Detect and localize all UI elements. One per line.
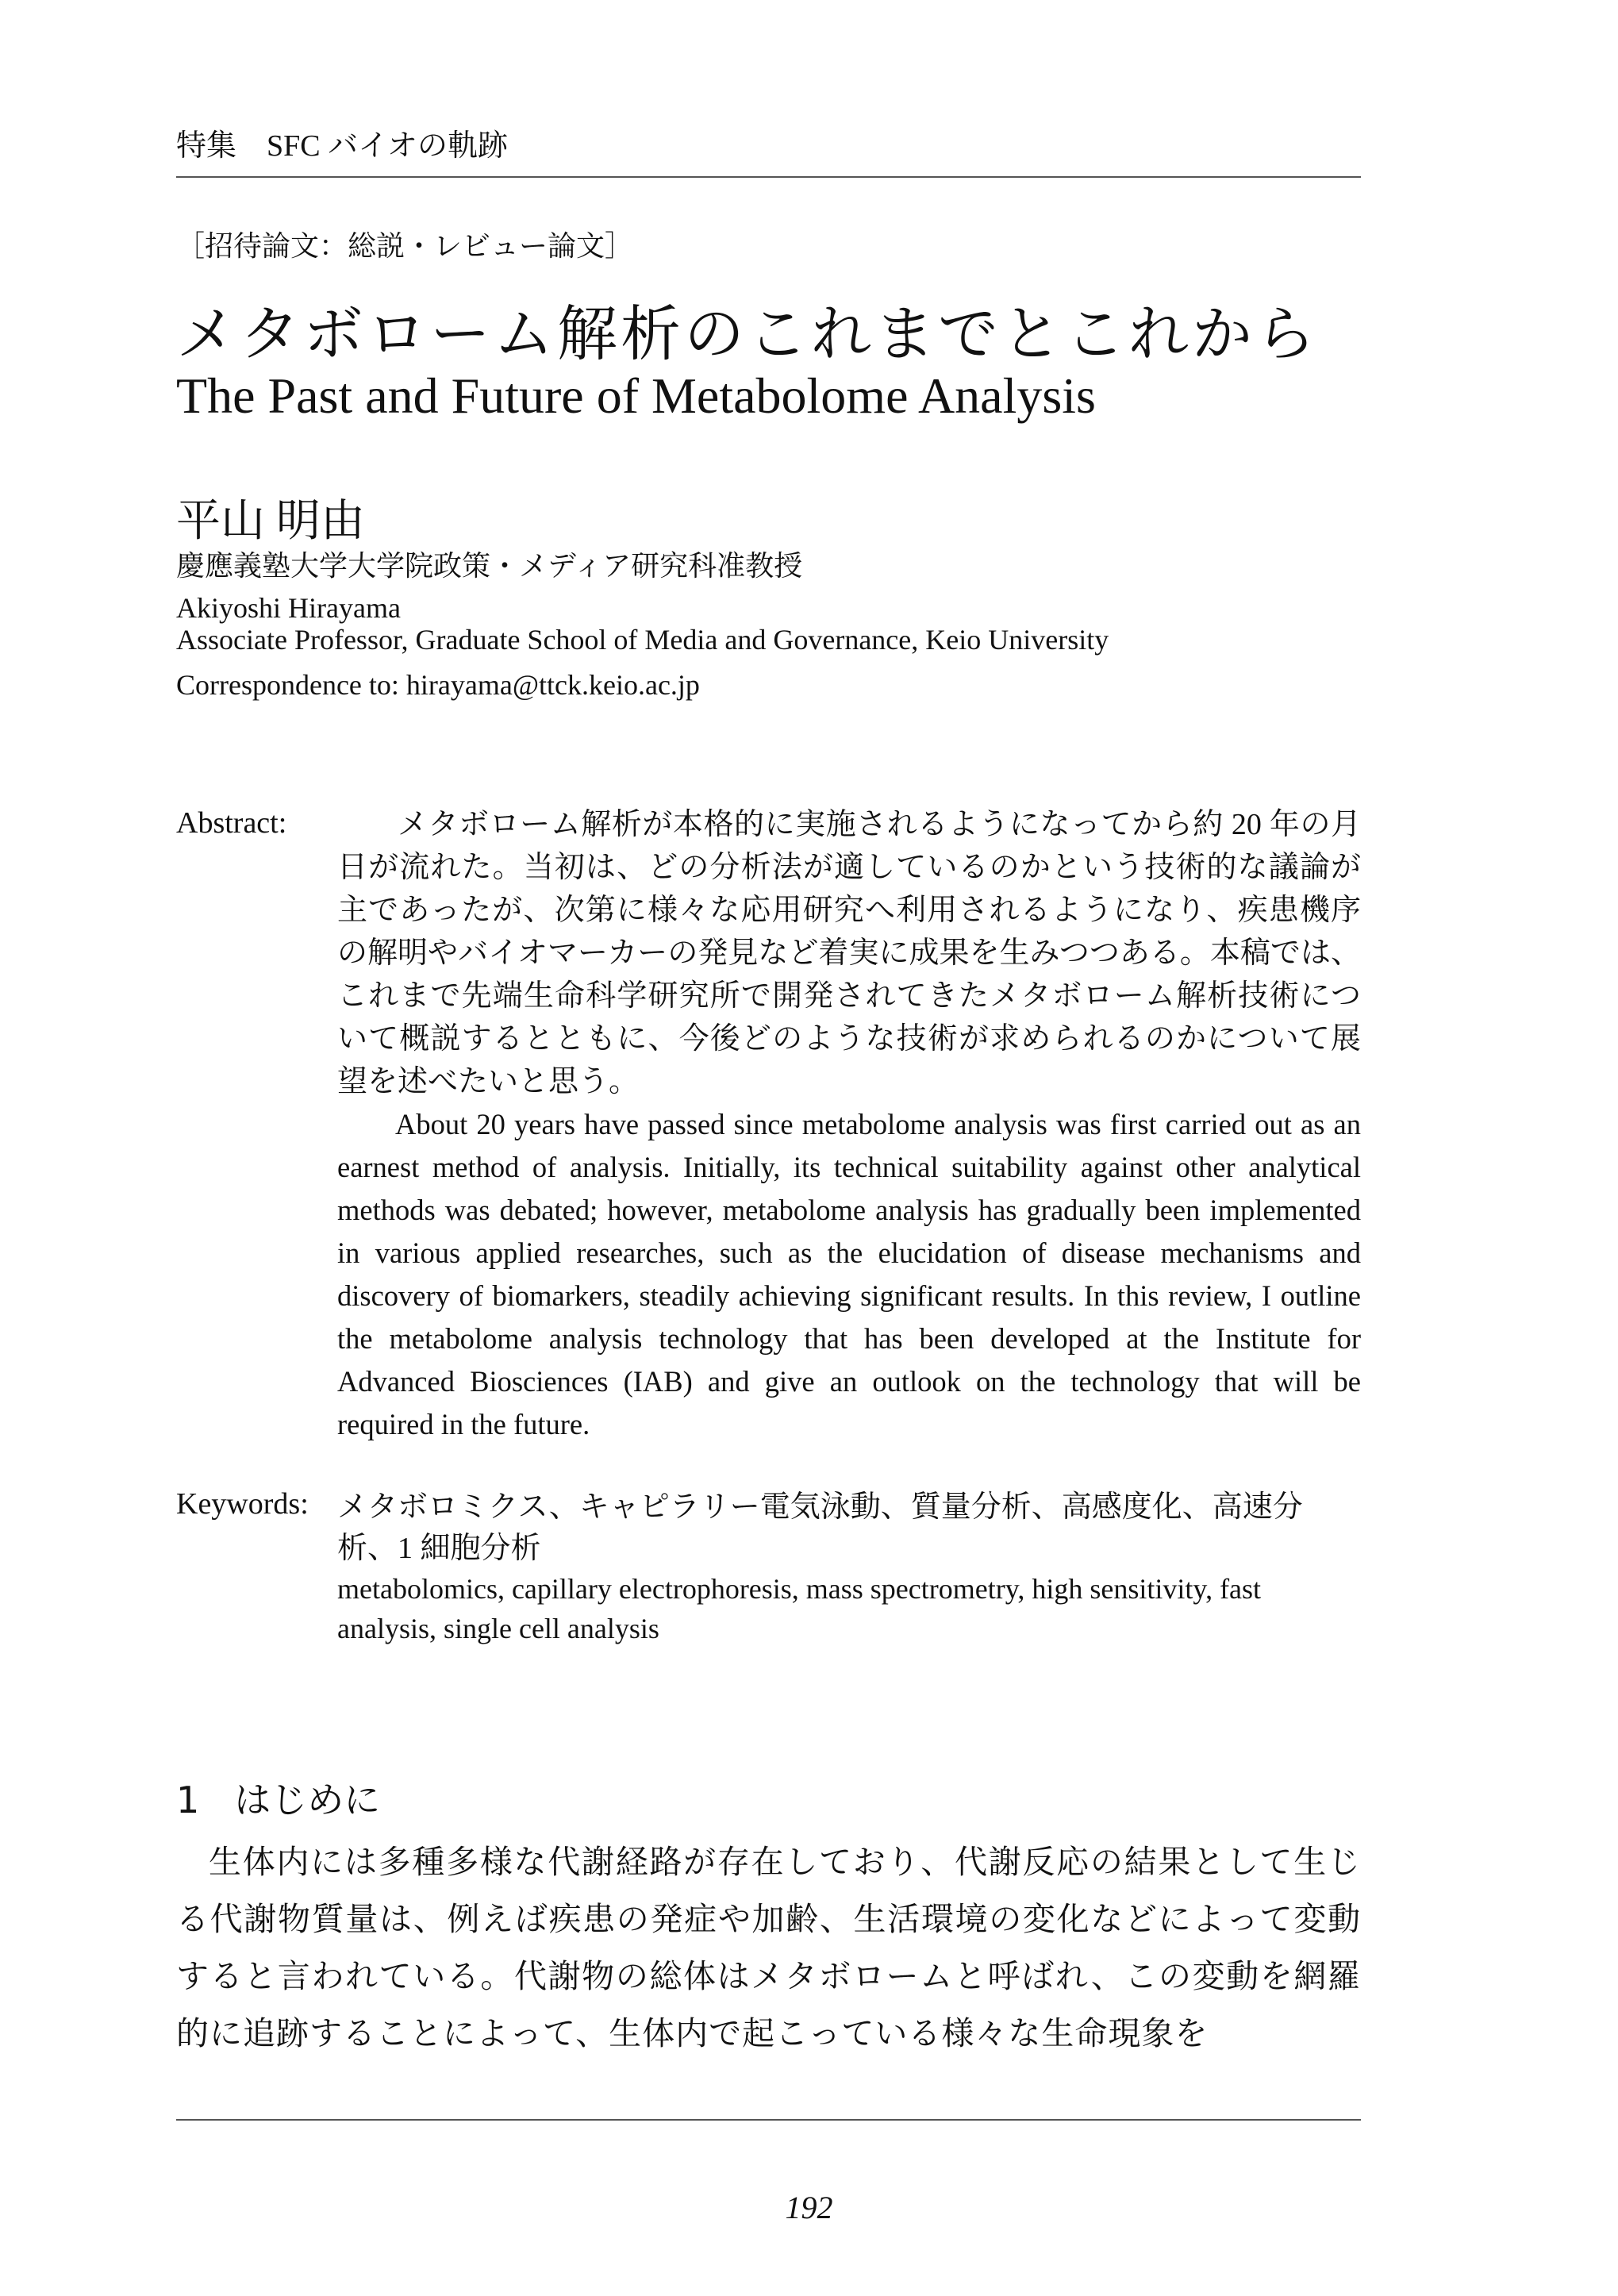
- page-number: 192: [785, 2190, 833, 2225]
- section-number: 1: [176, 1779, 200, 1821]
- header-rule: [176, 176, 1361, 178]
- affiliation-english: Associate Professor, Graduate School of Media and Governance, Keio University: [176, 624, 1109, 656]
- author-name-english: Akiyoshi Hirayama: [176, 592, 401, 624]
- running-head: 特集 SFC バイオの軌跡: [176, 129, 508, 163]
- keywords-japanese: メタボロミクス、キャピラリー電気泳動、質量分析、高感度化、高速分析、1 細胞分析: [337, 1490, 1303, 1565]
- keywords-label: Keywords:: [176, 1487, 309, 1521]
- article-category: ［招待論文：総説・レビュー論文］: [176, 230, 634, 262]
- title-japanese: メタボローム解析のこれまでとこれから: [176, 298, 1319, 369]
- correspondence-email: Correspondence to: hirayama@ttck.keio.ac.jp: [176, 669, 700, 701]
- title-english: The Past and Future of Metabolome Analysis: [176, 367, 1096, 424]
- abstract-english: About 20 years have passed since metabolome analysis was first carried out as an earnest method of analysis. Initially, its technical suitability against other analytical methods was debated; however, metabolome analysis has gradually been implemented in various applied researches, such as the elucidation of disease mechanisms and discovery of biomarkers, steadily achieving significant results. In this review, I outline the metabolome analysis technology that has been developed at the Institute for Advanced Biosciences (IAB) and give an outlook on the technology that will be required in the future.: [337, 1108, 1361, 1440]
- section-body: 生体内には多種多様な代謝経路が存在しており、代謝反応の結果として生じる代謝物質量は、例えば疾患の発症や加齢、生活環境の変化などによって変動すると言われている。代謝物の総体はメタボロームと呼ばれ、この変動を網羅的に追跡することによって、生体内で起こっている様々な生命現象を: [176, 1843, 1361, 2052]
- abstract-japanese: メタボローム解析が本格的に実施されるようになってから約 20 年の月日が流れた。当初は、どの分析法が適しているのかという技術的な議論が主であったが、次第に様々な応用研究へ利用されるようになり、疾患機序の解明やバイオマーカーの発見など着実に成果を生みつつある。本稿では、これまで先端生命科学研究所で開発されてきたメタボローム解析技術について概説するとともに、今後どのような技術が求められるのかについて展望を述べたいと思う。: [337, 808, 1361, 1098]
- footer-rule: [176, 2119, 1361, 2121]
- section-title: はじめに: [234, 1779, 381, 1821]
- keywords-english: metabolomics, capillary electrophoresis, mass spectrometry, high sensitivity, fast analysis, single cell analysis: [337, 1573, 1262, 1644]
- affiliation-japanese: 慶應義塾大学大学院政策・メディア研究科准教授: [176, 550, 803, 582]
- abstract-label: Abstract:: [176, 806, 287, 840]
- section-heading: [176, 1771, 380, 1824]
- author-name-japanese: 平山 明由: [176, 497, 365, 546]
